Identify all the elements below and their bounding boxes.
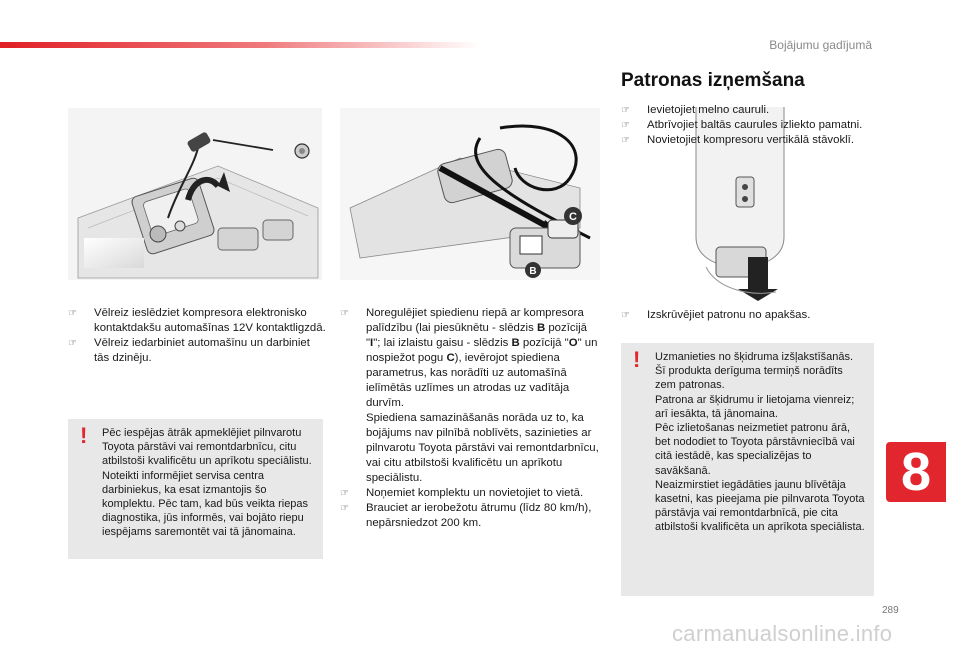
warning-icon: !	[80, 423, 88, 448]
list-item: ☞ Noregulējiet spiedienu riepā ar kompresora palīdzību (lai piesūknētu - slēdzis B pozīcijā "I"; lai izlaistu gaisu - slēdzis B pozīcijā "O" un nospiežot pogu C), ievērojot spiediena parametrus, kas norādīti uz automašīnā ielīmētās uzlīmes un atrodas uz vadītāja durvīm. Spiediena samazināšanās norāda uz to, ka bojājums nav pilnībā noblīvēts, sazinieties ar pilnvarotu Toyota pārstāvi vai remontdarbnīcu, vai citu atbilstoši kvalificētu un aprīkotu speciālistu.	[340, 307, 599, 484]
cartridge-steps-list	[621, 103, 886, 148]
warning-text: Uzmanieties no šķidruma izšļakstīšanās. Šī produkta derīguma termiņš norādīts zem patronas. Patrona ar šķidrumu ir lietojama vienreiz; arī iesākta, tā jānomaina. Pēc izlietošanas neizmetiet patronu ārā, bet nododiet to Toyota pārstāvniecībā vai citā iestādē, kas specializējas to savākšanā. Neaizmirstiet iegādāties jaunu blīvētāja kasetni, kas pieejama pie pilnvarota Toyota pārstāvja vai remontdarbnīcā, pie cita atbilstoši kvalificēta un aprīkota speciālista.	[655, 351, 865, 534]
list-item: ☞ Izskrūvējiet patronu no apakšas.	[621, 309, 811, 321]
hand-pointer-icon: ☞	[621, 310, 630, 321]
list-item: ☞ Vēlreiz ieslēdziet kompresora elektronisko kontaktdakšu automašīnas 12V kontaktligzdā.	[68, 307, 326, 334]
page-number: 289	[882, 605, 899, 616]
list-item: ☞ Brauciet ar ierobežotu ātrumu (līdz 80 km/h), nepārsniedzot 200 km.	[340, 502, 592, 529]
chapter-badge: 8	[886, 442, 946, 502]
list-item: ☞ Noņemiet komplektu un novietojiet to vietā.	[340, 487, 584, 499]
hand-pointer-icon: ☞	[621, 135, 630, 146]
section-title: Bojājumu gadījumā	[769, 38, 872, 52]
hand-pointer-icon: ☞	[621, 120, 630, 131]
hand-pointer-icon: ☞	[340, 308, 349, 319]
list-item: ☞ Novietojiet kompresoru vertikālā stāvoklī.	[621, 134, 855, 146]
hand-pointer-icon: ☞	[340, 488, 349, 499]
watermark: carmanualsonline.info	[672, 621, 893, 646]
compressor-switch-illustration	[340, 108, 600, 280]
warning-icon: !	[633, 347, 641, 372]
section-heading: Patronas izņemšana	[621, 70, 805, 91]
warning-box-service	[68, 419, 323, 559]
warning-box-cartridge	[621, 343, 874, 596]
label-b: B	[529, 266, 537, 277]
warning-text: Pēc iespējas ātrāk apmeklējiet pilnvarotu Toyota pārstāvi vai remontdarbnīcu, citu atbilstoši kvalificētu un aprīkotu speciālistu. Noteikti informējiet servisa centra darbiniekus, ka esat izmantojis šo komplektu. Pēc tam, kad būs veikta riepas diagnostika, jūs informēs, vai bojāto riepu iespējams saremontēt vai tā jānomaina.	[102, 427, 312, 539]
label-c: C	[569, 211, 577, 223]
compressor-plug-illustration	[68, 108, 322, 280]
unscrew-step-list	[621, 308, 881, 323]
restart-steps-list	[68, 306, 328, 366]
header-accent-bar	[0, 42, 480, 48]
hand-pointer-icon: ☞	[621, 105, 630, 116]
list-item: ☞ Ievietojiet melno cauruli.	[621, 104, 770, 116]
list-item: ☞ Vēlreiz iedarbiniet automašīnu un darbiniet tās dzinēju.	[68, 337, 310, 364]
pressure-steps-list	[340, 306, 604, 531]
list-item: ☞ Atbrīvojiet baltās caurules izliekto pamatni.	[621, 119, 863, 131]
hand-pointer-icon: ☞	[340, 503, 349, 514]
hand-pointer-icon: ☞	[68, 308, 77, 319]
hand-pointer-icon: ☞	[68, 338, 77, 349]
